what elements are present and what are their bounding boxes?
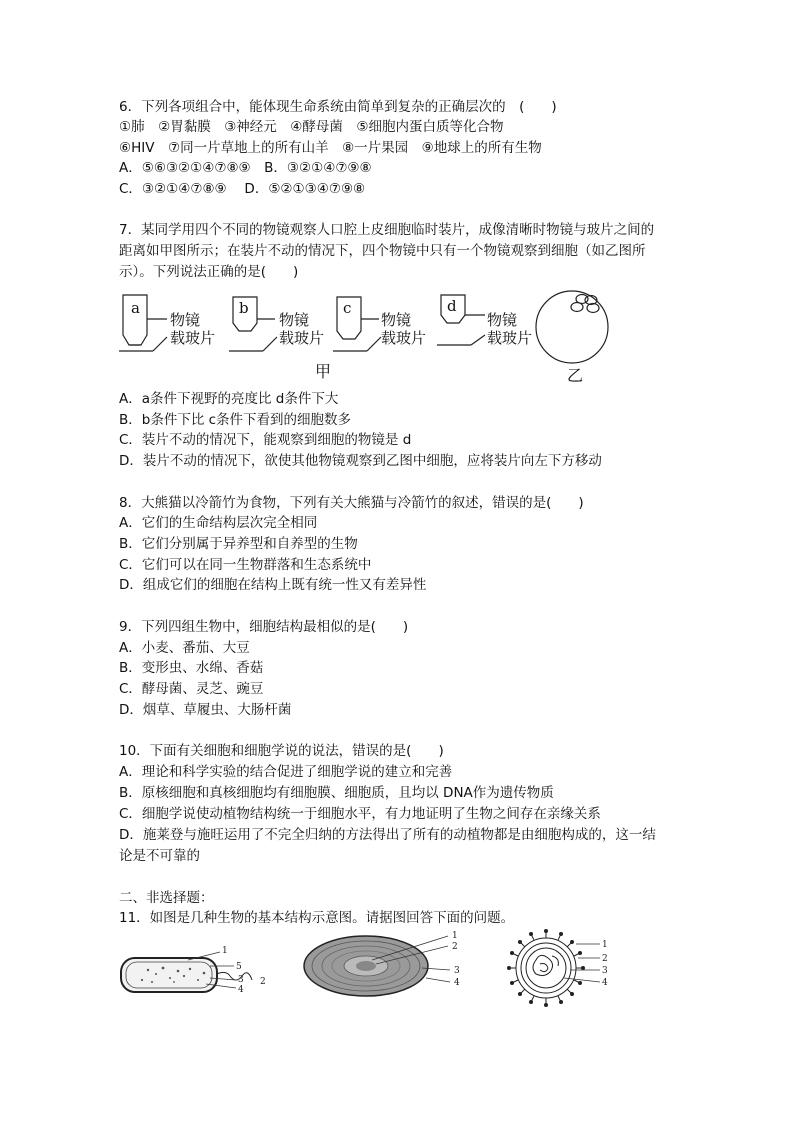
- q9-stem: 9．下列四组生物中，细胞结构最相似的是( ): [119, 619, 409, 635]
- q6-items-line2: ⑥HIV ⑦同一片草地上的所有山羊 ⑧一片果园 ⑨地球上的所有生物: [119, 140, 542, 156]
- q8-option-b: B．它们分别属于异养型和自养型的生物: [119, 536, 358, 552]
- figure-caption-yi: 乙: [567, 366, 584, 385]
- q11-virus-figure: [500, 928, 620, 1010]
- q7-stem-line2: 距离如甲图所示；在装片不动的情况下，四个物镜中只有一个物镜观察到细胞（如乙图所: [119, 243, 646, 259]
- q10-option-d: D．施莱登与施旺运用了不完全归纳的方法得出了所有的动植物都是由细胞构成的，这一结: [119, 827, 656, 843]
- objective-lens-a: [119, 295, 167, 351]
- slide-label-b: 载玻片: [279, 329, 325, 347]
- cell-label-3: 3: [454, 966, 460, 976]
- q7-option-a: A．a条件下视野的亮度比 d条件下大: [119, 391, 339, 407]
- q7-stem-line1: 7．某同学用四个不同的物镜观察人口腔上皮细胞临时装片，成像清晰时物镜与玻片之间的: [119, 222, 655, 238]
- q10-option-b: B．原核细胞和真核细胞均有细胞膜、细胞质，且均以 DNA作为遗传物质: [119, 785, 554, 801]
- objective-lens-d: [437, 295, 485, 345]
- lens-label-d: d: [447, 297, 457, 315]
- lens-label-c: c: [343, 299, 352, 317]
- cell-label-4: 4: [454, 978, 460, 988]
- q9-option-a: A．小麦、番茄、大豆: [119, 640, 250, 656]
- q11-bacterium-figure: [118, 940, 278, 1000]
- q6-items-line1: ①肺 ②胃黏膜 ③神经元 ④酵母菌 ⑤细胞内蛋白质等化合物: [119, 119, 504, 135]
- q7-stem-line3: 示）。下列说法正确的是( ): [119, 264, 299, 280]
- q8-option-c: C．它们可以在同一生物群落和生态系统中: [119, 557, 372, 573]
- q9-option-d: D．烟草、草履虫、大肠杆菌: [119, 702, 292, 718]
- q6-options-cd: C．③②①④⑦⑧⑨ D．⑤②①③④⑦⑨⑧: [119, 181, 366, 197]
- q6-options-ab: A．⑤⑥③②①④⑦⑧⑨ B．③②①④⑦⑨⑧: [119, 160, 372, 176]
- section-heading: 二、非选择题：: [119, 890, 214, 906]
- virus-label-2: 2: [602, 954, 608, 964]
- q7-option-d: D．装片不动的情况下，欲使其他物镜观察到乙图中细胞，应将装片向左下方移动: [119, 453, 602, 469]
- q7-option-b: B．b条件下比 c条件下看到的细胞数多: [119, 412, 352, 428]
- objective-label-c: 物镜: [381, 311, 412, 329]
- q6-stem: 6．下列各项组合中，能体现生命系统由简单到复杂的正确层次的 ( ): [119, 99, 557, 115]
- q9-option-c: C．酵母菌、灵芝、豌豆: [119, 681, 264, 697]
- objective-label-d: 物镜: [487, 311, 518, 329]
- objective-label-b: 物镜: [279, 311, 310, 329]
- q11-stem: 11．如图是几种生物的基本结构示意图。请据图回答下面的问题。: [119, 910, 515, 926]
- q10-stem: 10．下面有关细胞和细胞学说的说法，错误的是( ): [119, 743, 444, 759]
- q8-option-a: A．它们的生命结构层次完全相同: [119, 515, 318, 531]
- cell-label-2: 2: [452, 942, 458, 952]
- lens-label-a: a: [131, 299, 140, 317]
- virus-label-1: 1: [602, 940, 608, 950]
- slide-label-c: 载玻片: [381, 329, 427, 347]
- bacterium-label-1: 1: [222, 946, 228, 956]
- objective-lens-b: [229, 297, 277, 351]
- q7-option-c: C．装片不动的情况下，能观察到细胞的物镜是 d: [119, 432, 412, 448]
- q7-microscope-figure: [115, 285, 635, 387]
- virus-label-4: 4: [602, 978, 608, 988]
- bacterium-label-3: 3: [238, 975, 244, 985]
- cell-label-1: 1: [452, 931, 458, 941]
- q8-option-d: D．组成它们的细胞在结构上既有统一性又有差异性: [119, 577, 427, 593]
- field-of-view: [536, 291, 608, 363]
- q11-cell-figure: [302, 928, 472, 1000]
- q10-option-d-continued: 论是不可靠的: [119, 848, 200, 864]
- slide-label-a: 载玻片: [170, 329, 216, 347]
- q8-stem: 8．大熊猫以冷箭竹为食物，下列有关大熊猫与冷箭竹的叙述，错误的是( ): [119, 495, 584, 511]
- objective-lens-c: [333, 297, 381, 351]
- slide-label-d: 载玻片: [487, 329, 533, 347]
- q9-option-b: B．变形虫、水绵、香菇: [119, 660, 264, 676]
- figure-caption-jia: 甲: [315, 362, 332, 381]
- q10-option-c: C．细胞学说使动植物结构统一于细胞水平，有力地证明了生物之间存在亲缘关系: [119, 806, 601, 822]
- q10-option-a: A．理论和科学实验的结合促进了细胞学说的建立和完善: [119, 764, 453, 780]
- virus-label-3: 3: [602, 966, 608, 976]
- bacterium-label-4: 4: [238, 985, 244, 995]
- bacterium-label-2: 2: [260, 977, 266, 987]
- objective-label-a: 物镜: [170, 311, 201, 329]
- lens-label-b: b: [239, 299, 249, 317]
- bacterium-label-5: 5: [236, 962, 242, 972]
